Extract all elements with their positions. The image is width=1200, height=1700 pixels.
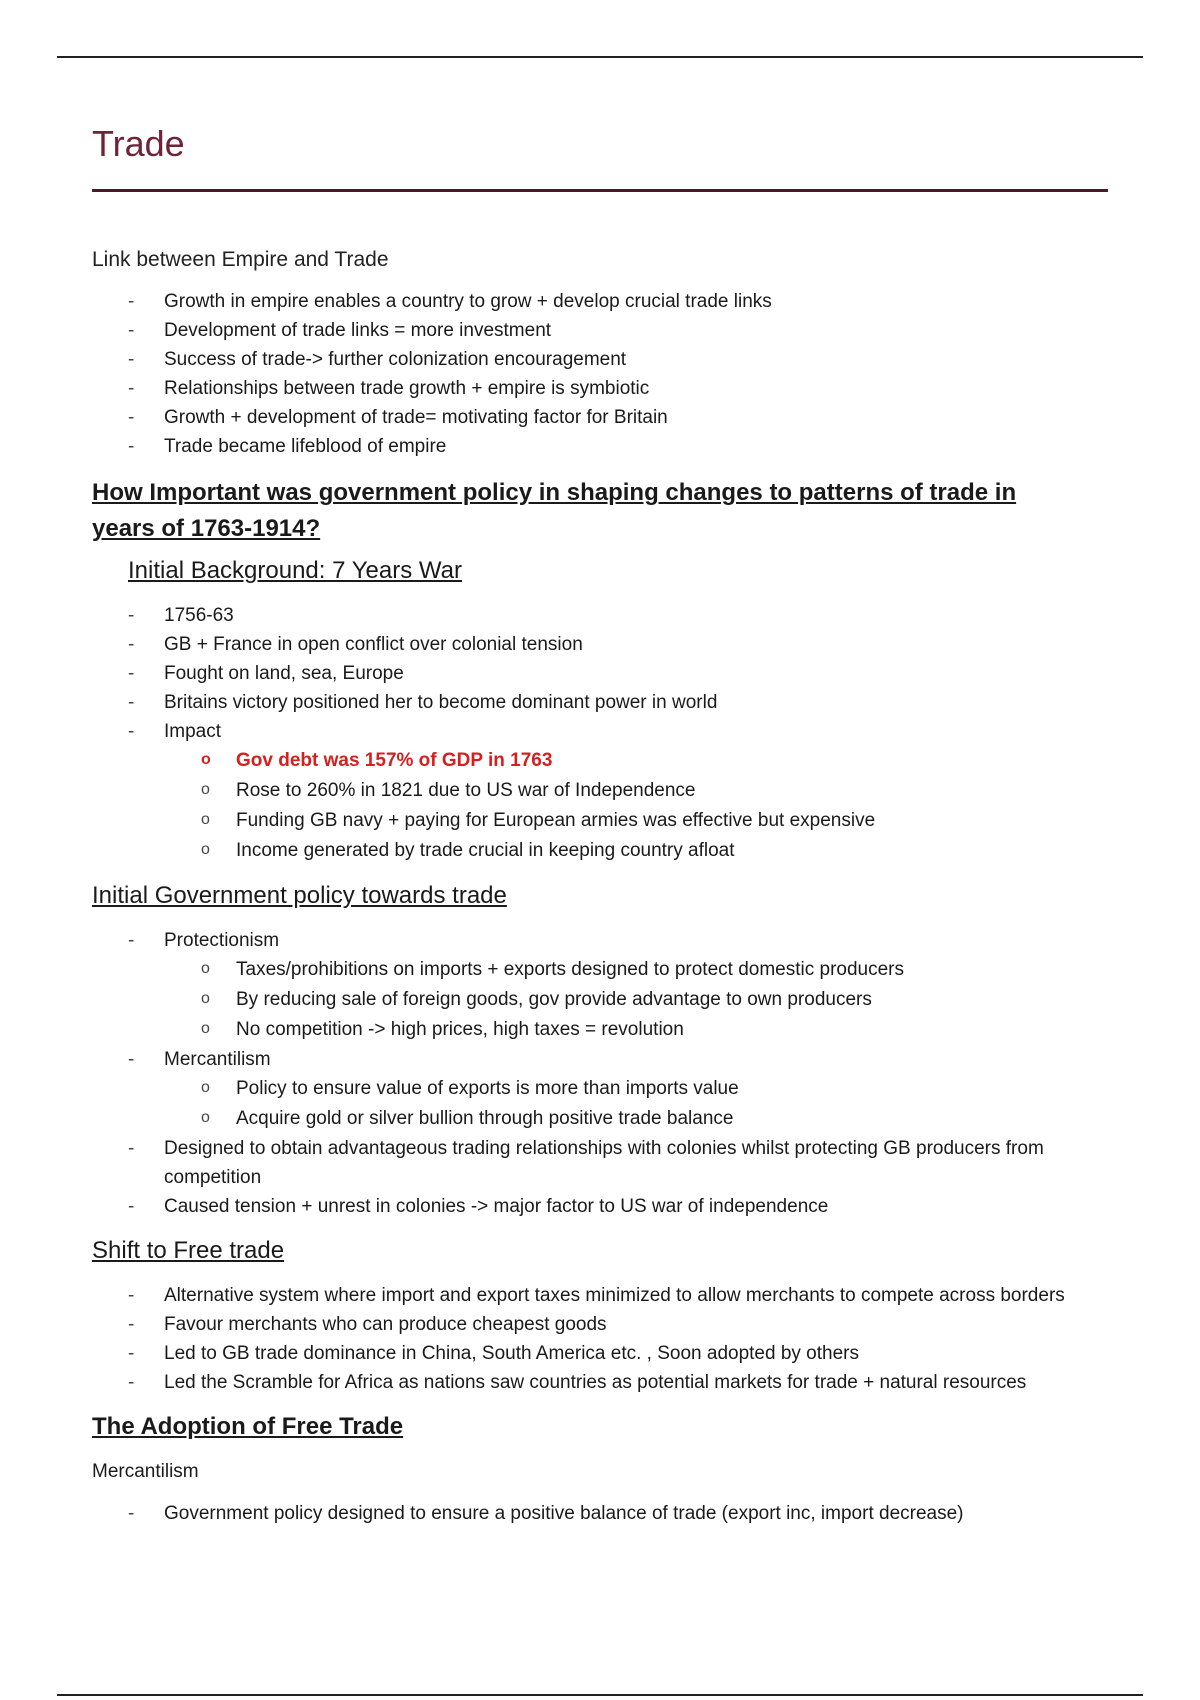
link-heading: Link between Empire and Trade xyxy=(92,248,389,272)
mercantilism-item xyxy=(164,1045,1112,1134)
adoption-list xyxy=(92,1499,1112,1528)
list-item: - GB + France in open conflict over colonial tension xyxy=(164,630,1112,659)
list-item: - Led the Scramble for Africa as nations saw countries as potential markets for trade + natural resources xyxy=(164,1368,1112,1397)
sublist-item: o Taxes/prohibitions on imports + exports designed to protect domestic producers xyxy=(236,955,1112,985)
policy-list xyxy=(92,926,1112,1221)
list-item: - Development of trade links = more investment xyxy=(164,316,1112,345)
list-item: - Relationships between trade growth + empire is symbiotic xyxy=(164,374,1112,403)
sublist-item: o Acquire gold or silver bullion through positive trade balance xyxy=(236,1104,1112,1134)
impact-item: o Funding GB navy + paying for European armies was effective but expensive xyxy=(236,806,1112,836)
link-list xyxy=(92,287,1112,461)
sublist-item: o Policy to ensure value of exports is more than imports value xyxy=(236,1074,1112,1104)
list-item: - Government policy designed to ensure a positive balance of trade (export inc, import decrease) xyxy=(164,1499,1112,1528)
main-question-heading: How Important was government policy in shaping changes to patterns of trade in years of 1763-1914? xyxy=(92,479,1017,543)
impact-list xyxy=(164,746,1112,866)
list-item: - Fought on land, sea, Europe xyxy=(164,659,1112,688)
free-trade-heading: Shift to Free trade xyxy=(92,1237,285,1265)
list-item: - 1756-63 xyxy=(164,601,1112,630)
list-item: - Favour merchants who can produce cheapest goods xyxy=(164,1310,1112,1339)
list-item: - Designed to obtain advantageous trading relationships with colonies whilst protecting GB producers from competition xyxy=(164,1134,1112,1192)
list-item: - Growth + development of trade= motivating factor for Britain xyxy=(164,403,1112,432)
policy-heading: Initial Government policy towards trade xyxy=(92,882,507,910)
background-list xyxy=(92,601,1112,866)
impact-highlight-item: o Gov debt was 157% of GDP in 1763 xyxy=(236,746,1112,776)
page-top-rule xyxy=(57,56,1143,58)
document-title: Trade xyxy=(92,123,185,164)
adoption-subheading: Mercantilism xyxy=(92,1461,199,1483)
impact-item: o Rose to 260% in 1821 due to US war of Independence xyxy=(236,776,1112,806)
document-page xyxy=(92,110,1112,1528)
protectionism-item xyxy=(164,926,1112,1045)
list-item: - Trade became lifeblood of empire xyxy=(164,432,1112,461)
list-item: - Britains victory positioned her to become dominant power in world xyxy=(164,688,1112,717)
free-trade-list xyxy=(92,1281,1112,1397)
list-item: - Growth in empire enables a country to grow + develop crucial trade links xyxy=(164,287,1112,316)
mercantilism-sublist xyxy=(164,1074,1112,1134)
list-item: - Led to GB trade dominance in China, South America etc. , Soon adopted by others xyxy=(164,1339,1112,1368)
mercantilism-label: Mercantilism xyxy=(164,1049,271,1071)
sublist-item: o By reducing sale of foreign goods, gov provide advantage to own producers xyxy=(236,985,1112,1015)
adoption-heading: The Adoption of Free Trade xyxy=(92,1413,404,1441)
title-underline xyxy=(92,189,1108,192)
list-item: - Caused tension + unrest in colonies -> major factor to US war of independence xyxy=(164,1192,1112,1221)
list-item: - Success of trade-> further colonization encouragement xyxy=(164,345,1112,374)
protectionism-label: Protectionism xyxy=(164,930,280,952)
page-bottom-rule xyxy=(57,1694,1143,1696)
background-heading: Initial Background: 7 Years War xyxy=(128,557,462,585)
list-item-impact xyxy=(164,717,1112,866)
protectionism-sublist xyxy=(164,955,1112,1045)
impact-item: o Income generated by trade crucial in keeping country afloat xyxy=(236,836,1112,866)
sublist-item: o No competition -> high prices, high taxes = revolution xyxy=(236,1015,1112,1045)
impact-label: Impact xyxy=(164,721,222,743)
list-item: - Alternative system where import and export taxes minimized to allow merchants to compete across borders xyxy=(164,1281,1112,1310)
